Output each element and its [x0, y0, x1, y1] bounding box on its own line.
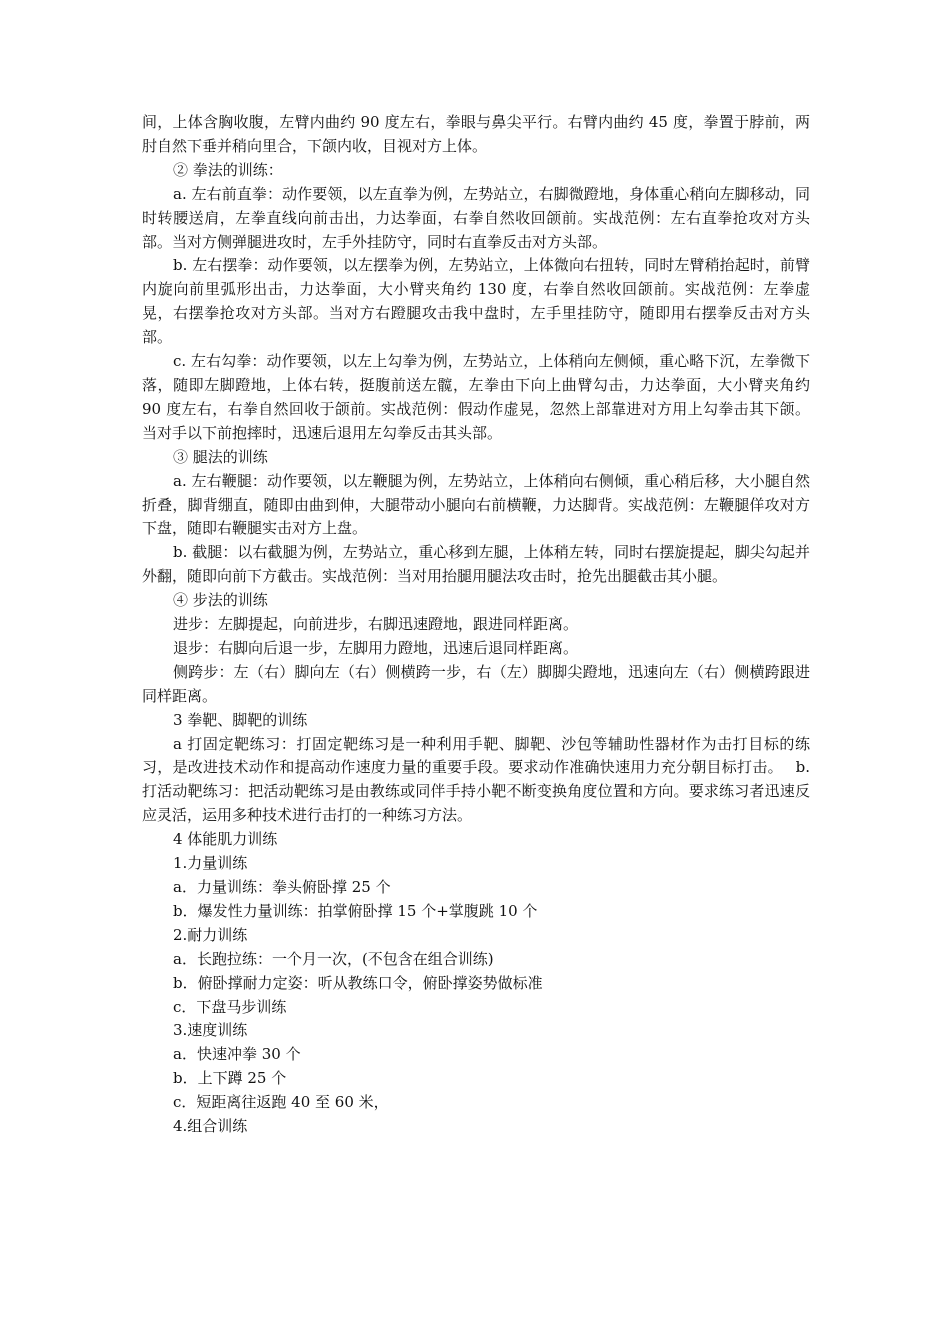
list-heading-endurance: 2.耐力训练	[173, 925, 248, 944]
list-item-speed-c: c．短距离往返跑 40 至 60 米，	[173, 1093, 389, 1112]
paragraph-whip-kick: a. 左右鞭腿：动作要领，以左鞭腿为例，左势站立，上体稍向右侧倾，重心稍后移，大小腿自然折叠，脚背绷直，随即由曲到伸，大腿带动小腿向右前横鞭，力达脚背。实战范例：左鞭腿佯攻对方下盘，随即右鞭腿实击对方上盘。	[142, 471, 810, 538]
list-item-speed-b: b．上下蹲 25 个	[173, 1069, 287, 1088]
paragraph-side-step: 侧跨步：左（右）脚向左（右）侧横跨一步，右（左）脚脚尖蹬地，迅速向左（右）侧横跨跟进同样距离。	[142, 662, 810, 705]
paragraph-stance-continued: 间，上体含胸收腹，左臂内曲约 90 度左右，拳眼与鼻尖平行。右臂内曲约 45 度，拳置于脖前，两肘自然下垂并稍向里合，下颌内收，目视对方上体。	[142, 113, 810, 155]
paragraph-straight-punch: a. 左右前直拳：动作要领，以左直拳为例，左势站立，右脚微蹬地，身体重心稍向左脚移动，同时转腰送肩，左拳直线向前击出，力达拳面，右拳自然收回颌前。实战范例：左右直拳抢攻对方头部。当对方侧弹腿进攻时，左手外挂防守，同时右直拳反击对方头部。	[142, 184, 810, 251]
list-heading-strength: 1.力量训练	[173, 854, 248, 873]
heading-pad-training: 3 拳靶、脚靶的训练	[173, 710, 308, 729]
document-page	[142, 111, 810, 1139]
paragraph-target-practice: a 打固定靶练习：打固定靶练习是一种利用手靶、脚靶、沙包等辅助性器材作为击打目标的练习，是改进技术动作和提高动作速度力量的重要手段。要求动作准确快速用力充分朝目标打击。 b.打活动靶练习：把活动靶练习是由教练或同伴手持小靶不断变换角度位置和方向。要求练习者迅速反应灵活，运用多种技术进行击打的一种练习方法。	[142, 734, 810, 825]
list-item-endurance-b: b．俯卧撑耐力定姿：听从教练口令，俯卧撑姿势做标准	[173, 973, 543, 992]
paragraph-cut-kick: b. 截腿：以右截腿为例，左势站立，重心移到左腿，上体稍左转，同时右摆旋提起，脚尖勾起并外翻，随即向前下方截击。实战范例：当对用抬腿用腿法攻击时，抢先出腿截击其小腿。	[142, 543, 810, 586]
heading-punch-training: ② 拳法的训练：	[173, 160, 283, 179]
heading-kick-training: ③ 腿法的训练	[173, 447, 268, 466]
list-item-endurance-c: c．下盘马步训练	[173, 997, 287, 1016]
list-item-endurance-a: a．长跑拉练：一个月一次，(不包含在组合训练)	[173, 949, 494, 968]
list-item-strength-b: b．爆发性力量训练：拍掌俯卧撑 15 个+掌腹跳 10 个	[173, 901, 538, 920]
paragraph-step-back: 退步：右脚向后退一步，左脚用力蹬地，迅速后退同样距离。	[173, 638, 579, 657]
paragraph-step-forward: 进步：左脚提起，向前进步，右脚迅速蹬地，跟进同样距离。	[173, 615, 579, 634]
list-heading-speed: 3.速度训练	[173, 1021, 248, 1040]
heading-fitness-training: 4 体能肌力训练	[173, 830, 278, 849]
paragraph-hook-punch: c. 左右勾拳：动作要领，以左上勾拳为例，左势站立，上体稍向左侧倾，重心略下沉，左拳微下落，随即左脚蹬地，上体右转，挺腹前送左髋，左拳由下向上曲臂勾击，力达拳面，大小臂夹角约 90 度左右，右拳自然回收于颌前。实战范例：假动作虚晃，忽然上部靠进对方用上勾拳击其下颌。当对手以下前抱摔时，迅速后退用左勾拳反击其头部。	[142, 352, 810, 442]
paragraph-swing-punch: b. 左右摆拳：动作要领，以左摆拳为例，左势站立，上体微向右扭转，同时左臂稍抬起时，前臂内旋向前里弧形出击，力达拳面，大小臂夹角约 130 度，右拳自然收回颌前。实战范例：左拳虚晃，右摆拳抢攻对方头部。当对方右蹬腿攻击我中盘时，左手里挂防守，随即用右摆拳反击对方头部。	[142, 256, 810, 347]
list-item-speed-a: a．快速冲拳 30 个	[173, 1045, 301, 1064]
list-item-strength-a: a．力量训练：拳头俯卧撑 25 个	[173, 878, 391, 896]
list-heading-combined: 4.组合训练	[173, 1117, 248, 1136]
heading-footwork-training: ④ 步法的训练	[173, 591, 268, 610]
